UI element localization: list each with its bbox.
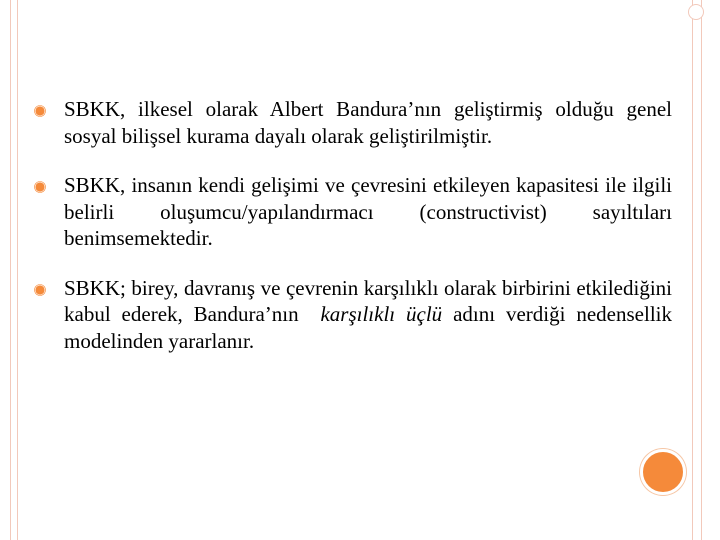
circle-bullet-icon	[34, 181, 46, 193]
bullet-text-end: adını verdiği nedensellik modelinden yararlanır.	[64, 302, 672, 353]
bullet-text-start: SBKK; birey, davranış ve çevrenin karşılıklı olarak birbirini etkilediğini kabul ederek, Bandura’nın	[64, 275, 672, 326]
bullet-text-italic: karşılıklı üçlü	[320, 302, 443, 326]
circle-bullet-icon	[34, 105, 46, 117]
top-decorative-circle	[688, 4, 704, 20]
right-decorative-frame	[692, 0, 702, 540]
slide-content	[34, 96, 672, 377]
orange-decorative-circle	[640, 449, 686, 495]
left-decorative-frame	[10, 0, 18, 540]
bullet-text: SBKK, ilkesel olarak Albert Bandura’nın geliştirmiş olduğu genel sosyal bilişsel kurama dayalı olarak geliştirilmiştir.	[64, 97, 672, 148]
circle-bullet-icon	[34, 284, 46, 296]
bullet-text	[64, 275, 672, 355]
bullet-text: SBKK, insanın kendi gelişimi ve çevresini etkileyen kapasitesi ile ilgili belirli oluşumcu/yapılandırmacı (constructivist) sayıltıları benimsemektedir.	[64, 173, 672, 250]
bullet-item	[34, 96, 672, 149]
bullet-item	[34, 172, 672, 252]
bullet-item	[34, 275, 672, 355]
